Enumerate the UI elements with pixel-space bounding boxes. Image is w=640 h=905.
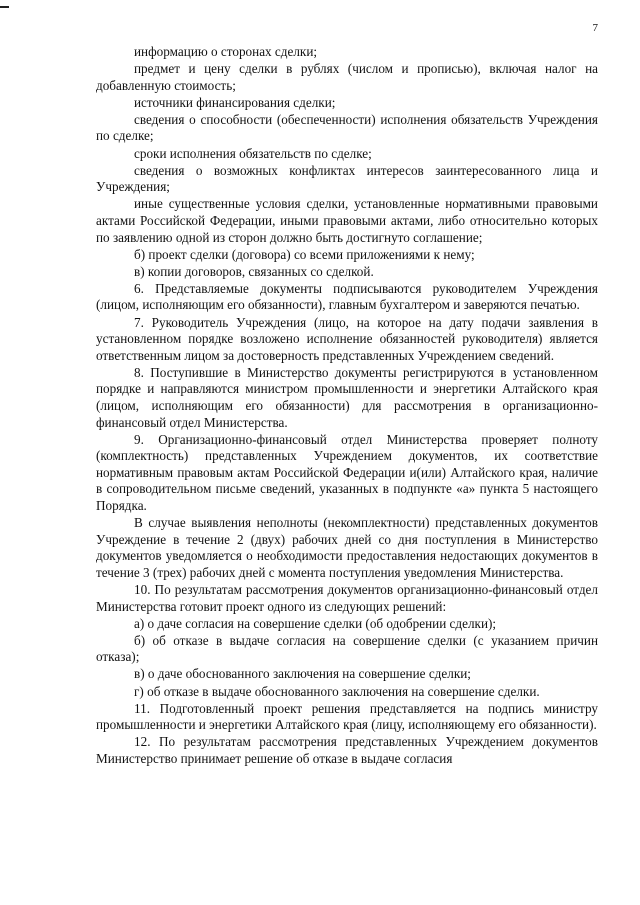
paragraph: информацию о сторонах сделки;	[134, 44, 318, 59]
paragraph: в) копии договоров, связанных со сделкой.	[134, 263, 374, 279]
paragraph: б) проект сделки (договора) со всеми приложениями к нему;	[134, 246, 475, 262]
paragraph: источники финансирования сделки;	[134, 94, 336, 110]
paragraph: сроки исполнения обязательств по сделке;	[134, 145, 372, 161]
paragraph: 7. Руководитель Учреждения (лицо, на которое на дату подачи заявления в установленном порядке возложено исполнение обязанностей руководителя) является ответственным лицом за достоверность представленных Учреждением сведений.	[96, 314, 598, 363]
paragraph: 10. По результатам рассмотрения документов организационно-финансовый отдел Министерства готовит проект одного из следующих решений:	[96, 582, 598, 614]
page-number: 7	[592, 22, 598, 34]
paragraph: сведения о возможных конфликтах интересов заинтересованного лица и Учреждения;	[96, 162, 598, 195]
paragraph: 6. Представляемые документы подписываются руководителем Учреждения (лицом, исполняющим его обязанности), главным бухгалтером и заверяются печатью.	[96, 280, 598, 313]
paragraph: 9. Организационно-финансовый отдел Министерства проверяет полноту (комплектность) представленных Учреждением документов, их соответствие нормативным правовым актам Российской Федерации и(или) Алтайского края, наличие в сопроводительном письме сведений, указанных в подпункте «а» пункта 5 настоящего Порядка.	[96, 431, 598, 514]
paragraph: б) об отказе в выдаче согласия на совершение сделки (с указанием причин отказа);	[96, 632, 598, 665]
paragraph: 8. Поступившие в Министерство документы регистрируются в установленном порядке и направляются министром промышленности и энергетики Алтайского края (лицом, исполняющим его обязанности) для рассмотрения в организационно-финансовый отдел Министерства.	[96, 364, 598, 430]
paragraph: 12. По результатам рассмотрения представленных Учреждением документов Министерство принимает решение об отказе в выдаче согласия	[96, 734, 598, 766]
scan-corner-mark	[0, 6, 9, 8]
paragraph: 11. Подготовленный проект решения представляется на подпись министру промышленности и энергетики Алтайского края (лицу, исполняющему его обязанности).	[96, 700, 598, 733]
paragraph: а) о даче согласия на совершение сделки (об одобрении сделки);	[134, 615, 497, 631]
paragraph: сведения о способности (обеспеченности) исполнения обязательств Учреждения по сделке;	[96, 111, 598, 144]
paragraph: в) о даче обоснованного заключения на совершение сделки;	[134, 666, 471, 682]
paragraph: В случае выявления неполноты (некомплектности) представленных документов Учреждение в течение 2 (двух) рабочих дней со дня поступления в Министерство документов уведомляется о необходимости предоставления недостающих документов в течение 3 (трех) рабочих дней с момента поступления уведомления Министерства.	[96, 515, 598, 580]
paragraph: г) об отказе в выдаче обоснованного заключения на совершение сделки.	[134, 683, 540, 699]
paragraph: иные существенные условия сделки, установленные нормативными правовыми актами Российской Федерации, иными правовыми актами, либо относительно которых по заявлению одной из сторон должно быть достигнуто соглашение;	[96, 196, 598, 245]
document-body	[96, 44, 598, 768]
paragraph: предмет и цену сделки в рублях (числом и прописью), включая налог на добавленную стоимость;	[96, 61, 598, 93]
